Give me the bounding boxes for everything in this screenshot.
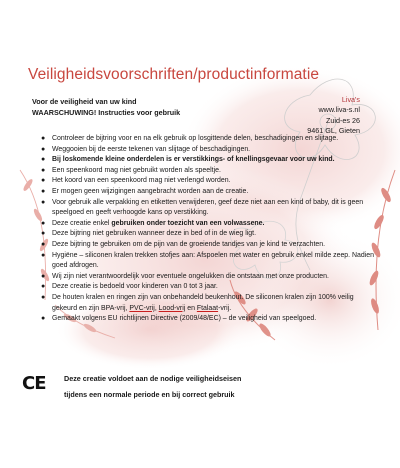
list-item bbox=[40, 219, 378, 230]
list-item bbox=[40, 229, 378, 240]
address-block bbox=[307, 95, 360, 136]
brand-name: Liva's bbox=[341, 95, 360, 104]
list-item-text: Deze bijtring niet gebruiken wanneer deze in bed of in de wieg ligt. bbox=[52, 230, 257, 238]
ce-mark-icon: CE bbox=[22, 373, 46, 394]
list-item bbox=[40, 155, 378, 166]
bullet-icon: ● bbox=[41, 166, 46, 174]
bullet-icon: ● bbox=[41, 315, 46, 323]
list-item bbox=[40, 240, 378, 251]
list-item bbox=[40, 293, 378, 314]
list-item-text: Wij zijn niet verantwoordelijk voor eventuele ongelukken die ontstaan met onze producten. bbox=[52, 272, 329, 280]
bullet-icon: ● bbox=[41, 156, 46, 164]
list-item-text-bold: gebruiken onder toezicht van een volwassene. bbox=[111, 219, 265, 227]
intro-safety-line: Voor de veiligheid van uw kind bbox=[32, 97, 137, 106]
bullet-icon: ● bbox=[41, 198, 46, 206]
list-item-text-pre: Deze creatie enkel bbox=[52, 219, 112, 227]
underlined-term: Ftalaat bbox=[196, 304, 219, 312]
list-item bbox=[40, 166, 378, 177]
address-city: 9461 GL, Gieten bbox=[307, 125, 360, 135]
ce-statement bbox=[64, 371, 241, 402]
bullet-icon: ● bbox=[41, 251, 46, 259]
list-item bbox=[40, 134, 378, 145]
list-item bbox=[40, 272, 378, 283]
bullet-icon: ● bbox=[41, 293, 46, 301]
ce-statement-line: tijdens een normale periode en bij correct gebruik bbox=[64, 389, 235, 399]
bullet-icon: ● bbox=[41, 230, 46, 238]
list-item-text: Hygiëne – siliconen kralen trekken stofjes aan: Afspoelen met water en gebruik enkel milde zeep. Nadien goed afdrogen. bbox=[52, 251, 375, 270]
safety-rules-list bbox=[40, 134, 378, 325]
list-item-text-pre: De houten kralen en ringen zijn van onbehandeld beukenhout. De siliconen kralen zijn 100% veilig gekeurd en zijn BPA-vrij, bbox=[52, 293, 354, 312]
list-item bbox=[40, 282, 378, 293]
bullet-icon: ● bbox=[41, 177, 46, 185]
bullet-icon: ● bbox=[41, 240, 46, 248]
bullet-icon: ● bbox=[41, 135, 46, 142]
bullet-icon: ● bbox=[41, 272, 46, 280]
list-item bbox=[40, 251, 378, 272]
bullet-icon: ● bbox=[41, 145, 46, 153]
list-item bbox=[40, 314, 378, 325]
list-item-text: Het koord van een speenkoord mag niet verlengd worden. bbox=[52, 177, 231, 185]
list-item-text: Voor gebruik alle verpakking en etiketten verwijderen, geef deze niet aan een kind of baby, dit is geen speelgoed en geeft verhoogde kans op verstikking. bbox=[52, 198, 364, 217]
list-item-text: Controleer de bijtring voor en na elk gebruik op losgittende delen, beschadigingen en slijtage. bbox=[52, 135, 339, 142]
intro-warning-line: WAARSCHUWING! Instructies voor gebruik bbox=[32, 107, 181, 117]
list-item-text: Deze creatie is bedoeld voor kinderen van 0 tot 3 jaar. bbox=[52, 283, 218, 291]
bullet-icon: ● bbox=[41, 283, 46, 291]
bullet-icon: ● bbox=[41, 187, 46, 195]
underlined-term: PVC-vrij bbox=[129, 304, 155, 312]
underlined-term: Lood-vrij bbox=[158, 304, 186, 312]
list-item bbox=[40, 145, 378, 156]
list-item-text: Bij loskomende kleine onderdelen is er verstikkings- of knellingsgevaar voor uw kind. bbox=[52, 156, 335, 164]
list-item-text: Weggooien bij de eerste tekenen van slijtage of beschadigingen. bbox=[52, 145, 251, 153]
list-item bbox=[40, 198, 378, 219]
list-item bbox=[40, 187, 378, 198]
list-item-text: Er mogen geen wijzigingen aangebracht worden aan de creatie. bbox=[52, 187, 249, 195]
bullet-icon: ● bbox=[41, 219, 46, 227]
website-link[interactable]: www.liva-s.nl bbox=[318, 105, 360, 115]
list-item-text-sep: , bbox=[154, 304, 159, 312]
list-item-text-post: -vrij. bbox=[218, 304, 232, 312]
list-item-text-sep: en bbox=[185, 304, 197, 312]
list-item-text: Gemaakt volgens EU richtlijnen Directive (2009/48/EC) – de veiligheid van speelgoed. bbox=[52, 315, 317, 323]
ce-statement-line: Deze creatie voldoet aan de nodige veiligheidseisen bbox=[64, 374, 242, 383]
page-title: Veiligheidsvoorschriften/productinformatie bbox=[28, 66, 320, 83]
list-item-text: Een speenkoord mag niet gebruikt worden als speeltje. bbox=[52, 166, 221, 174]
list-item-text: Deze bijtring te gebruiken om de pijn van de groeiende tandjes van je kind te verzachten. bbox=[52, 240, 326, 248]
list-item bbox=[40, 176, 378, 187]
intro-block bbox=[32, 97, 180, 118]
address-street: Zuid-es 26 bbox=[326, 115, 360, 125]
